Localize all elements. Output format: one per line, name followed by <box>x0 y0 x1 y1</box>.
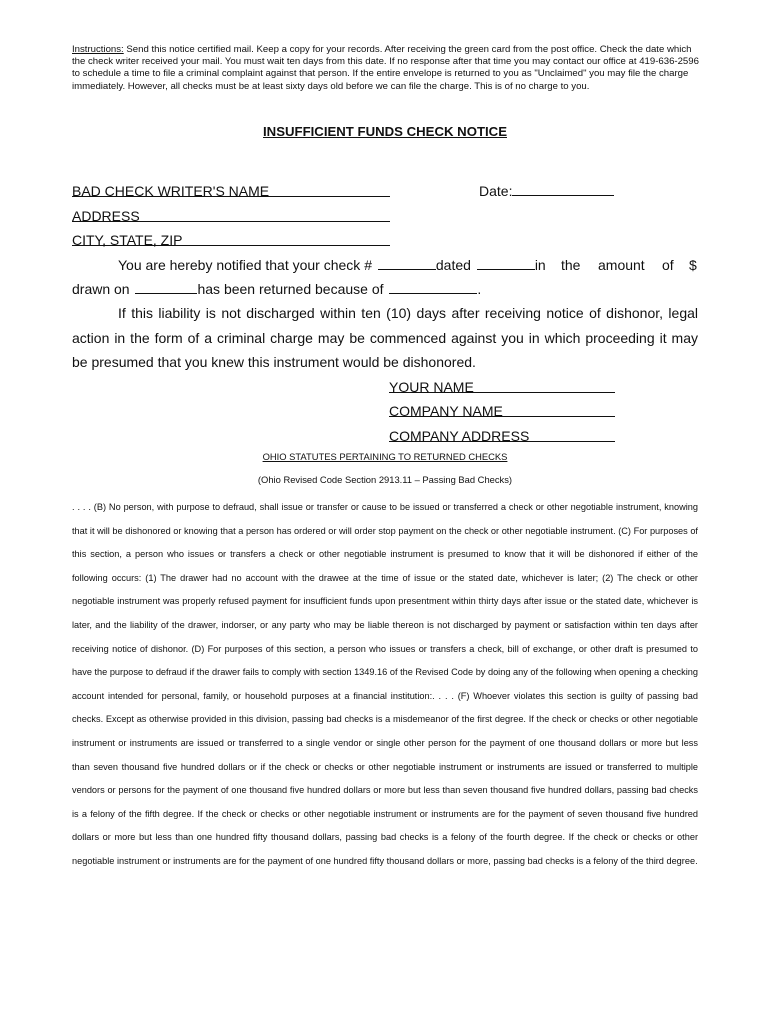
page-title <box>0 124 770 139</box>
statutes-title: OHIO STATUTES PERTAINING TO RETURNED CHECKS <box>262 451 508 462</box>
your-name-field[interactable] <box>389 378 474 396</box>
check-number-label: You are hereby notified that your check # <box>118 257 372 273</box>
notice-of-word <box>662 256 674 274</box>
city-state-zip-field[interactable] <box>72 231 182 249</box>
drawn-on-label: drawn on <box>72 281 130 297</box>
date-blank[interactable] <box>512 182 614 196</box>
reason-blank[interactable] <box>389 280 477 294</box>
instructions <box>72 44 702 93</box>
the-word: the <box>561 257 581 273</box>
notice-line-2 <box>72 280 481 298</box>
check-number-blank[interactable] <box>378 256 436 270</box>
liability-paragraph: If this liability is not discharged within ten (10) days after receiving notice of dishonor, legal action in the form of a criminal charge may be commenced against you in which proceeding it may be presumed that you knew this instrument would be dishonored. <box>72 305 698 370</box>
of-word: of <box>662 257 674 273</box>
company-address-label: COMPANY ADDRESS <box>389 428 530 444</box>
instructions-text: Send this notice certified mail. Keep a copy for your records. After receiving the green card from the post office. Check the date which the check writer received your mail. You must wait ten days from this date. If no response after that time you may contact our office at 419-636-2596 to schedule a time to file a criminal complaint against that person. If the entire envelope is returned to you as "Unclaimed" you may file the charge immediately. However, all checks must be at least sixty days old before we can file the charge. This is of no charge to you. <box>72 44 699 92</box>
statutes-heading <box>0 451 770 462</box>
title-text: INSUFFICIENT FUNDS CHECK NOTICE <box>263 124 507 139</box>
your-name-label: YOUR NAME <box>389 379 474 395</box>
notice-line-1 <box>118 256 546 274</box>
dated-label: dated <box>435 257 471 273</box>
drawn-on-blank[interactable] <box>135 280 197 294</box>
date-label: Date: <box>479 183 513 199</box>
address-label: ADDRESS <box>72 208 140 224</box>
check-date-blank[interactable] <box>477 256 535 270</box>
company-name-label: COMPANY NAME <box>389 403 503 419</box>
company-address-field[interactable] <box>389 427 529 445</box>
notice-the-word <box>561 256 580 274</box>
company-name-field[interactable] <box>389 402 503 420</box>
amount-word: amount <box>598 257 645 273</box>
statutes-subtitle: (Ohio Revised Code Section 2913.11 – Passing Bad Checks) <box>257 474 513 485</box>
writer-name-label: BAD CHECK WRITER'S NAME <box>72 183 270 199</box>
notice-amount-word <box>598 256 645 274</box>
date-field[interactable] <box>479 182 614 200</box>
writer-name-field[interactable] <box>72 182 269 200</box>
period: . <box>477 281 482 297</box>
returned-because-label: has been returned because of <box>197 281 384 297</box>
in-label: in <box>534 257 546 273</box>
notice-dollar-sign <box>689 256 697 274</box>
dollar-sign: $ <box>689 257 697 273</box>
statutes-body: . . . . (B) No person, with purpose to defraud, shall issue or transfer or cause to be issued or transferred a check or other negotiable instrument, knowing that it will be dishonored or knowing that a person has ordered or will order stop payment on the check or other negotiable instrument. (C) For purposes of this section, a person who issues or transfers a check or other negotiable instrument is presumed to know that it will be dishonored if either of the following occurs: (1) The drawer had no account with the drawee at the time of issue or the stated date, whichever is later; (2) The check or other negotiable instrument was properly refused payment for insufficient funds upon presentment within thirty days after issue or the stated date, whichever is later, and the liability of the drawer, indorser, or any party who may be liable thereon is not discharged by payment or satisfaction within ten days after receiving notice of dishonor. (D) For purposes of this section, a person who issues or transfers a check, bill of exchange, or other draft is presumed to have the purpose to defraud if the drawer fails to comply with section 1349.16 of the Revised Code by doing any of the following when opening a checking account intended for personal, family, or household purposes at a financial institution:. . . . (F) Whoever violates this section is guilty of passing bad checks. Except as otherwise provided in this division, passing bad checks is a misdemeanor of the first degree. If the check or checks or other negotiable instrument or instruments are issued or transferred to a single vendor or single other person for the payment of one thousand dollars or more but less than seven thousand five hundred dollars or if the check or checks or other negotiable instrument or instruments are issued or transferred to multiple vendors or persons for the payment of one thousand five hundred dollars or more but less than seven thousand five hundred dollars, passing bad checks is a felony of the fifth degree. If the check or checks or other negotiable instrument or instruments are for the payment of seven thousand five hundred dollars or more but less than one hundred fifty thousand dollars, passing bad checks is a felony of the fourth degree. If the check or checks or other negotiable instrument or instruments are for the payment of one hundred fifty thousand dollars or more, passing bad checks is a felony of the third degree. <box>72 502 698 866</box>
city-state-zip-label: CITY, STATE, ZIP <box>72 232 183 248</box>
address-field[interactable] <box>72 207 140 225</box>
instructions-label: Instructions: <box>72 44 124 55</box>
